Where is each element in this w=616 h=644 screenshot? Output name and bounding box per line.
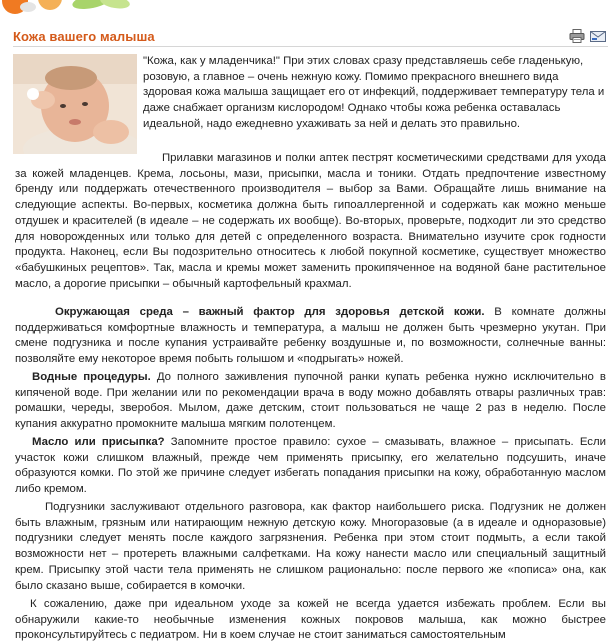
products-paragraph: Прилавки магазинов и полки аптек пестрят косметическими средствами для ухода за кожей младенцев. Крема, лосьоны, мази, присыпки, масла и тоники. Отдать предпочтение известному бренду или поддержать отечественного производителя – выбор за Вами. Обращайте лишь внимание на следующие аспекты. Во-первых, косметика должна быть гипоаллергенной и содержать как можно меньше отдушек и красителей (в идеале – не содержать их вообще). Во-вторых, проверьте, подходит ли это средство для новорожденных или только для детей с определенного возраста. Внимательно изучите срок годности продукта. Наконец, если Вы подозрительно относитесь к любой покупной косметике, существует множество «бабушкиных рецептов». Так, масла и кремы может заменить прокипяченное на водяной бане растительное масло, а дорогие присыпки – обычный картофельный крахмал. [15, 152, 606, 290]
oil-powder-paragraph [15, 435, 606, 498]
bathing-paragraph [15, 370, 606, 433]
bathing-text: До полного заживления пупочной ранки купать ребенка нужно исключительно в кипяченой воде. При желании или по рекомендации врача в воду можно добавлять отвары различных трав: ромашки, череды, зверобоя. Мылом, даже детским, стоит пользоваться не чаще 2 раз в неделю. После купания аккуратно промокните малыша мягким полотенцем. [15, 371, 606, 431]
orange-decoration-2 [38, 0, 62, 10]
environment-text: В комнате должны поддерживаться комфортные влажность и температура, а малыш не должен быть чрезмерно укутан. При смене подгузника и после купания устраивайте ребенку воздушные и, по возможности, солнечные ванны: позволяйте ему некоторое время побыть голышом и «подрыгать» ножей. [15, 306, 606, 366]
bathing-heading: Водные процедуры. [32, 371, 151, 383]
oil-powder-text: Запомните простое правило: сухое – смазывать, влажное – присыпать. Если участок кожи слишком влажный, прежде чем применять присыпку, его желательно подсушить, иначе образуются комки. По этой же причине следует избегать попадания присыпки на кожу, обработанную маслом либо кремом. [15, 436, 606, 496]
oil-powder-heading: Масло или присыпка? [32, 436, 165, 448]
header-banner [0, 0, 616, 20]
title-divider [13, 46, 608, 47]
intro-paragraph: "Кожа, как у младенчика!" При этих словах сразу представляешь себе гладенькую, розовую, а главное – очень нежную кожу. Помимо прекрасного внешнего вида здоровая кожа малыша защищает его от инфекций, поддерживает температуру тела и даже снабжает организм кислородом! Однако чтобы кожа ребенка оставалась идеальной, надо ежедневно ухаживать за ней и делать это правильно. [143, 55, 605, 130]
article-title: Кожа вашего малыша [13, 29, 155, 44]
email-icon[interactable] [590, 29, 606, 43]
environment-paragraph [15, 305, 606, 368]
baby-photo [13, 54, 137, 154]
leaf-decoration-2 [99, 0, 131, 11]
problems-paragraph: К сожалению, даже при идеальном уходе за кожей не всегда удается избежать проблем. Если вы обнаружили какие-то необычные изменения кожных покровов малыша, как можно быстрее проконсультируйтесь с педиатром. Ни в коем случае не стоит заниматься самостоятельным [15, 598, 606, 642]
diapers-paragraph: Подгузники заслуживают отдельного разговора, как фактор наибольшего риска. Подгузник не должен быть влажным, грязным или натирающим нежную детскую кожу. Многоразовые (а в идеале и одноразовые) подгузники следует менять после каждого загрязнения. Ребенка при этом стоит подмыть, а если такой возможности нет – протереть влажными салфетками. На кожу нанести масло или специальный защитный крем. Присыпку этой части тела применять не слишком рационально: после первого же «пописа» она, как было сказано выше, собирается в комочки. [15, 501, 606, 592]
decoration-shape [20, 2, 36, 12]
environment-heading: Окружающая среда – важный фактор для здоровья детской кожи. [55, 306, 485, 318]
print-icon[interactable] [569, 29, 585, 43]
